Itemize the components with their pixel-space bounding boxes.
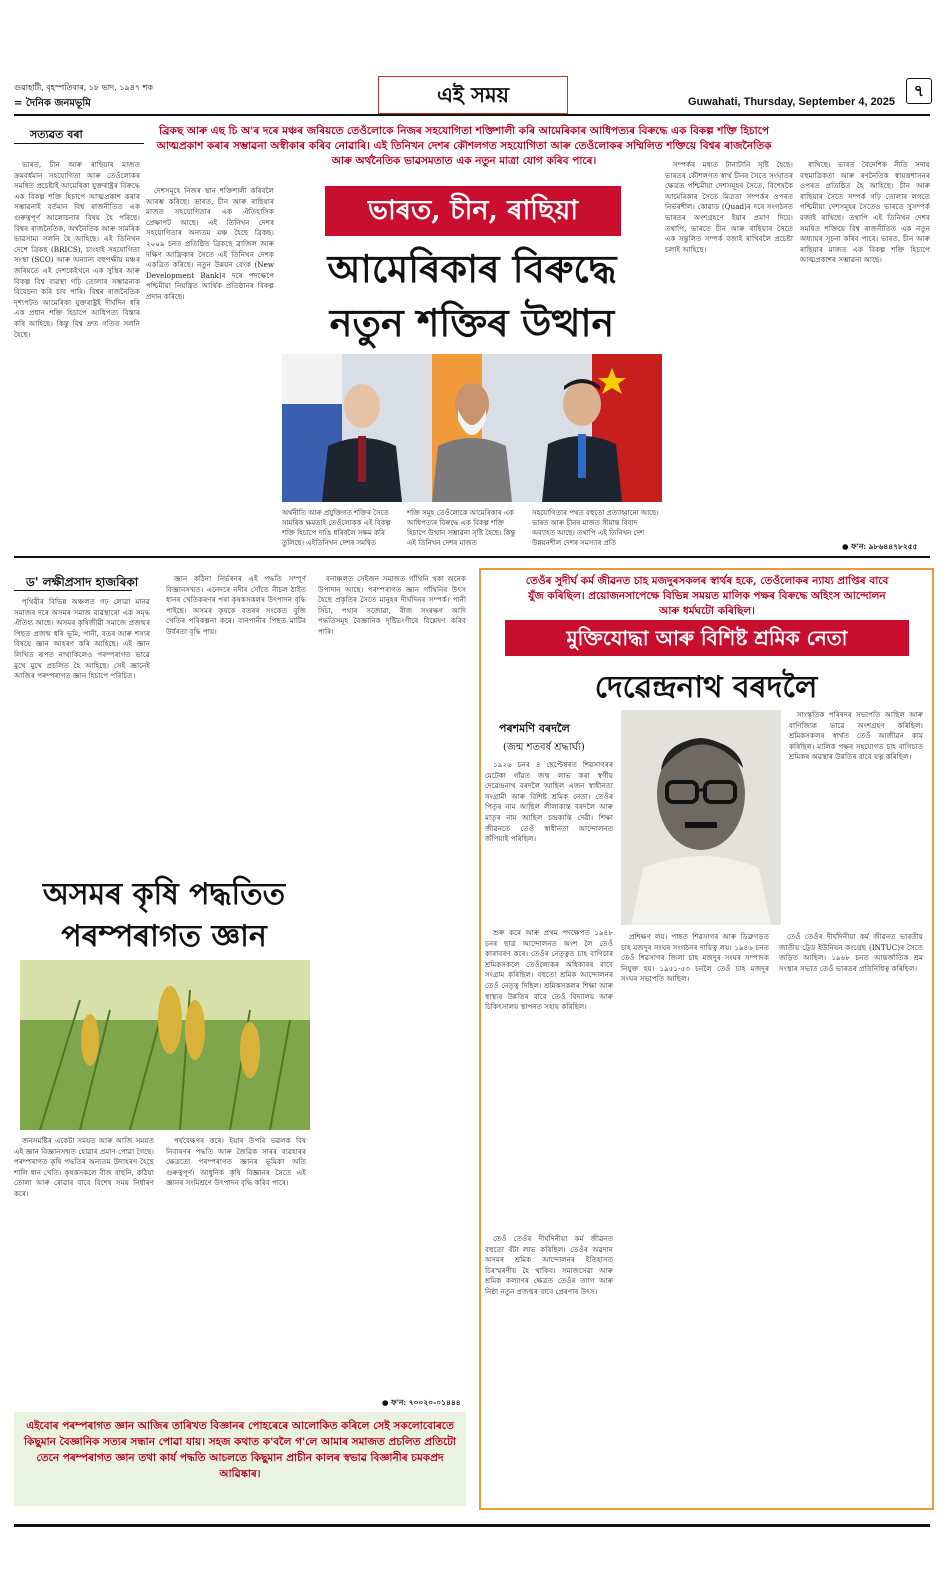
agri-col3-text: বনাঞ্চলত সেইজন সমাজত গাঁথিনি থকা অনেক উপাদান আছে। পৰম্পৰাগত জ্ঞান গাঁথিনিৰ উৎস হৈছে প্ৰকৃতিৰ সৈতে মানুহৰ দীৰ্ঘদিনৰ সম্পৰ্ক। পানী সিঁচা, পথাৰ সজোৱা, বীজ সংৰক্ষণ আদি পদ্ধতিসমূহ বৈজ্ঞানিক দৃষ্টিভংগীৰে বিশ্লেষণ কৰিব পাৰি। — [318, 574, 466, 636]
header-left-date: গুৱাহাটী, বৃহস্পতিবাৰ, ১৮ ভাদ, ১৯৪৭ শক — [14, 83, 153, 92]
leaders-photo — [282, 354, 662, 502]
tribute-col2 — [789, 710, 923, 924]
agri-lower-col2-text: পৰ্যবেক্ষণৰ কৰে। ইয়াৰ উপৰি ভৱলক বিষ নিবাৰণৰ পদ্ধতি আৰু জৈৱিক সাৰৰ ব্যৱহাৰৰ ক্ষেত্ৰতো পৰম্পৰাগত জ্ঞানৰ ভূমিকা অতি গুৰুত্বপূৰ্ণ। আধুনিক কৃষি বিজ্ঞানৰ সৈতে এই জ্ঞানৰ সংমিশ্ৰণে উৎপাদন বৃদ্ধি কৰিব পাৰে। — [166, 1136, 306, 1188]
tribute-col3-text: প্ৰশিক্ষণ লয়। পাছত শিৱসাগৰ আৰু ডিব্ৰুগড়ত চাহ মজদুৰ সংঘৰ সংগঠনৰ দায়িত্ব লয়। ১৯৪৬ চনত তেওঁ শিৱসাগৰ জিলা চাহ মজদুৰ সংঘৰ সম্পাদক নিযুক্ত হয়। ১৯৫১-৫৩ চনলৈ তেওঁ চাহ মজদুৰ সংঘৰ সভাপতি আছিল। — [621, 932, 769, 984]
top-story-contact: ● ফ'ন: ৯৮৬৪৪৭৮২৫৫ — [842, 542, 918, 551]
tribute-kicker: তেওঁৰ সুদীৰ্ঘ কৰ্ম জীৱনত চাহ মজদুৰসকলৰ স্বাৰ্থৰ হকে, তেওঁলোকৰ ন্যায্য প্ৰাপ্তিৰ বাবে যুঁজ কৰিছিল। প্ৰয়োজনসাপেক্ষে বিভিন্ন সময়ত মালিক পক্ষৰ বিৰুদ্ধে অহিংস আন্দোলন আৰু ধৰ্মঘটো কৰিছিল। — [525, 575, 889, 617]
agri-col2 — [166, 574, 306, 849]
tribute-headline: দেৱেন্দ্ৰনাথ বৰদলৈ — [594, 670, 818, 705]
tribute-col6 — [485, 1234, 613, 1492]
top-col2-text: দেশসমূহে নিজৰ স্থান শক্তিশালী কৰিবলৈ আৰম্ভ কৰিছে। ভাৰত, চীন আৰু ৰাছিয়াৰ মাজত সহযোগিতাৰ এক ঐতিহাসিক প্ৰেক্ষাপট আছে। এই তিনিখন দেশৰ সহযোগিতাৰ অন্যতম মঞ্চ হৈছে ব্ৰিকছ। ২০০৯ চনত প্ৰতিষ্ঠিত ব্ৰিকছে ব্ৰাজিল আৰু দক্ষিণ আফ্ৰিকাৰ সৈতে এই তিনিখন দেশক একত্ৰিত কৰিছে। নতুন উন্নয়ন বেংক (New Development Bank)ৰ দৰে পদক্ষেপে পশ্চিমীয়া নিয়ন্ত্ৰিত আৰ্থিক প্ৰতিষ্ঠানৰ বিকল্প প্ৰদান কৰিছে। — [146, 186, 274, 301]
agri-headline-1: অসমৰ কৃষি পদ্ধতিত — [42, 877, 286, 912]
portrait-photo — [621, 710, 781, 925]
header-left-paper: = দৈনিক জনমভূমি — [14, 98, 91, 109]
tribute-col5-text: শুৰু কৰে আৰু প্ৰথম পদক্ষেপত ১৯৪৮ চনৰ ছাত্ৰ আন্দোলনত অংশ লৈ তেওঁ কাৰাবৰণ কৰে। তেওঁৰ নেতৃত্বত চাহ বাগিচাৰ শ্ৰমিকসকলে তেওঁলোকৰ অধিকাৰৰ বাবে সংগ্ৰাম কৰিছিল। বহুতো শ্ৰমিক আন্দোলনৰ তেওঁ নেতৃত্ব দিছিল। শ্ৰমিকসকলৰ শিক্ষা আৰু স্বাস্থ্যৰ উন্নতিৰ বাবে তেওঁ বিদ্যালয় আৰু চিকিৎসালয় স্থাপনত সহায় কৰিছিল। — [485, 928, 613, 1012]
top-col4-text: ৰাখিছে। ভাৰত বৈদেশিক নীতি সদায় বহুমাত্ৰিকতা আৰু ৰণনৈতিক স্বায়ত্তশাসনৰ ওপৰত প্ৰতিষ্ঠিত হৈ আহিছে। চীন আৰু ৰাছিয়াৰ সৈতে সম্পৰ্ক গঢ়ি তোলাৰ লগতে পশ্চিমীয়া দেশসমূহৰ সৈতেও ভাৰতে সুসম্পৰ্ক বজাই ৰাখিছে। তথাপি এই তিনিখন দেশৰ সমন্বিত শক্তিয়ে বিশ্ব ৰাজনীতিত এক নতুন অধ্যায়ৰ সূচনা কৰিব পাৰে। ভাৰত, চীন আৰু ৰাছিয়াৰ মাজত এক বিকল্প শক্তি হিচাপে আত্মপ্ৰকাশৰ সম্ভাৱনা আছে। — [800, 160, 930, 265]
top-story-kicker: ব্ৰিকছ আৰু এছ চি অ'ৰ দৰে মঞ্চৰ জৰিয়তে তেওঁলোকে নিজৰ সহযোগিতা শক্তিশালী কৰি আমেৰিকাৰ আধিপত্যৰ বিৰুদ্ধে এক বিকল্প শক্তি হিচাপে আত্মপ্ৰকাশ কৰাৰ সম্ভাৱনা অস্বীকাৰ কৰিব নোৱাৰি। এই তিনিখন দেশৰ কৌশলগত সহযোগিতা আৰু তেওঁলোকৰ সম্মিলিত শক্তিয়ে বিশ্বৰ ৰাজনৈতিক আৰু অৰ্থনৈতিক ভাৱসমতাত এক নতুন মাত্ৰা যোগ কৰিব পাৰে। — [156, 125, 772, 167]
top-caption-1: অৰ্থনীতি আৰু প্ৰযুক্তিগত শক্তিৰ সৈতে সামৰিক ক্ষমতাই তেওঁলোকক এই বিকল্প শক্তি হিচাপে দাঙি ধৰিবলৈ সক্ষম কৰি তুলিছে। এইতিনিখন দেশৰ সমন্বিত — [282, 509, 391, 547]
tribute-subhead: (জন্ম শতবৰ্ষ শ্ৰদ্ধাৰ্ঘ্য) — [503, 742, 585, 753]
agri-contact: ● ফ'ন: ৭০০২০-০১৪৪৪ — [382, 1398, 461, 1407]
agri-col3 — [318, 574, 466, 1394]
tribute-byline: পৰশমণি বৰদলৈ — [499, 722, 570, 735]
agri-bottom-note-box — [14, 1412, 466, 1506]
paddy-photo — [20, 960, 310, 1130]
page-number: ৭ — [906, 78, 932, 104]
agri-lower-col1-text: জনসমষ্টিৰ একেটা সময়ত আৰু আজি সময়ত এই জ্ঞান বিজ্ঞানসন্মত হোৱাৰ প্ৰমাণ পোৱা গৈছে। পৰম্পৰাগত কৃষি পদ্ধতিৰ অন্যতম উদাহৰণ হৈছে শালি ধান খেতি। কৃষকসকলে বীজ বাছনি, কঠিয়া তোলা আৰু ৰোৱাৰ বাবে বিশেষ সময় নিৰ্ধাৰণ কৰে। — [14, 1136, 154, 1198]
top-caption-3: সহযোগিতাৰ পথত বহুতো প্ৰত্যাহ্বানো আছে। ভাৰত আৰু চীনৰ মাজত সীমান্ত বিবাদ অব্যাহত আছে। তথাপি এই তিনিখন দেশ উন্নয়নশীল দেশৰ সমস্যাৰ প্ৰতি — [532, 509, 659, 547]
top-story-col3 — [665, 160, 793, 536]
header-rule — [14, 114, 930, 116]
tribute-col4-text: তেওঁ তেওঁৰ দীৰ্ঘদিনীয়া কৰ্ম জীৱনত ভাৰতীয় জাতীয় ট্ৰেড ইউনিয়ন কংগ্ৰেছ (INTUC)ৰ সৈতে জড়িত আছিল। ১৯৬৮ চনত আন্তৰ্জাতিক শ্ৰম সংস্থাৰ সভাত তেওঁ ভাৰতৰ প্ৰতিনিধিত্ব কৰিছিল। — [779, 932, 923, 973]
agri-bottom-note: এইবোৰ পৰম্পৰাগত জ্ঞান আজিৰ তাৰিখত বিজ্ঞানৰ পোহৰেৰে আলোকিত কৰিলে সেই সকলোবোৰতে কিছুমান বৈজ্ঞানিক সত্যৰ সন্ধান পোৱা যায়। সহজ কথাত ক'বলৈ গ'লে আমাৰ সমাজত প্ৰচলিত প্ৰতিটো তেনে পৰম্পৰাগত জ্ঞান তথা কাৰ্য পদ্ধতি আচলতে কিছুমান প্ৰাচীন কালৰ স্বভাৱ বিজ্ঞানীৰ চমকপ্ৰদ আৱিষ্কাৰ। — [24, 1420, 456, 1480]
agri-col1-text: পৃথিৱীৰ বিভিন্ন অঞ্চলত গঢ় লোৱা মানৱ সমাজৰ দৰে অসমৰ সমাজ ব্যৱস্থাৰো এক সমৃদ্ধ ঐতিহ্য আছে। অসমৰ কৃষিজীৱী সমাজে প্ৰজন্মৰ পিছত প্ৰজন্ম ধৰি ভূমি, পানী, বতৰ আৰু শস্যৰ বিষয়ে জ্ঞান আহৰণ কৰি আহিছে। এই জ্ঞান লিখিত ৰূপত নাথাকিলেও পৰম্পৰাগত ভাৱে মুখে মুখে প্ৰচলিত হৈ আহিছে। সেই জ্ঞানেই আজিৰ পৰম্পৰাগত জ্ঞান হিচাপে পৰিচিত। — [14, 597, 150, 681]
top-story-headline-1: আমেৰিকাৰ বিৰুদ্ধে — [327, 247, 617, 291]
agri-byline: ড' লক্ষীপ্ৰসাদ হাজৰিকা — [26, 575, 139, 589]
top-col1-text: ভাৰত, চীন আৰু ৰাছিয়াৰ মাজত ক্ৰমবৰ্ধমান সহযোগিতা আৰু তেওঁলোকৰ সমন্বিত প্ৰচেষ্টাই আমেৰিকা যুক্তৰাষ্ট্ৰৰ বিৰুদ্ধে এক বিকল্প শক্তি হিচাপে আত্মপ্ৰকাশ কৰাৰ সম্ভাৱনাই বৰ্তমান বিশ্ব ৰাজনীতিত এক গুৰুত্বপূৰ্ণ আলোচনাৰ বিষয় হৈ পৰিছে। বিশ্বৰ ৰাজনৈতিক, অৰ্থনৈতিক আৰু সামৰিক ভাৱসাম্য সলনি হৈ আহিছে। এই তিনিখন দেশে ব্ৰিকছ (BRICS), চাংহাই সহযোগিতা সংস্থা (SCO) আৰু অন্যান্য বহুপক্ষীয় মঞ্চৰ জৰিয়তে এই দেশকেইখনে এক সুস্থিৰ আৰু বিকল্প বিশ্ব ব্যৱস্থা গঢ়ি তোলাৰ সম্ভাৱনাক বিবেচনা কৰি চাব পাৰি। বিশ্বৰ ৰাজনৈতিক দৃশ্যপটত আমেৰিকা যুক্তৰাষ্ট্ৰই দীৰ্ঘদিন ধৰি এক প্ৰধান শক্তি হিচাপে আধিপত্য বিস্তাৰ কৰি আহিছে। কিন্তু বিশ্ব দ্ৰুত গতিত সলনি হৈছে। — [14, 160, 140, 339]
tribute-col6-text: তেওঁ তেওঁৰ দীৰ্ঘদিনীয়া কৰ্ম জীৱনত বহুতো বঁটা লাভ কৰিছিল। তেওঁৰ অৱদান অসমৰ শ্ৰমিক আন্দোলনৰ ইতিহাসত চিৰস্মৰণীয় হৈ থাকিব। সমাজসেৱা আৰু শ্ৰমিক কল্যাণৰ ক্ষেত্ৰত তেওঁৰ ত্যাগ আৰু নিষ্ঠা নতুন প্ৰজন্মৰ বাবে প্ৰেৰণাৰ উৎস। — [485, 1234, 613, 1296]
top-col3-text: সম্পৰ্কৰ মধ্যত টানাটানি সৃষ্টি হৈছে। ভাৰতৰ কৌশলগত স্বাৰ্থ চীনৰ সৈতে সংঘাতৰ ক্ষেত্ৰত পশ্চিমীয়া দেশসমূহৰ সৈতে, বিশেষকৈ আমেৰিকাৰ সৈতে মিত্ৰতা সম্পৰ্কৰ ওপৰত নিৰ্ভৰশীল। কোৱাড (Quad)ৰ দৰে সংগঠনত ভাৰতৰ অংশগ্ৰহণে ইয়াৰ প্ৰমাণ দিয়ে। তথাপি, ভাৰতে চীন আৰু ৰাছিয়াৰ সৈতে এক সন্তুলিত সম্পৰ্ক বজাই ৰাখিবলৈ প্ৰচেষ্টা চলাই আহিছে। — [665, 160, 793, 254]
agri-byline-rule — [14, 590, 132, 591]
agri-lower-col1 — [14, 1136, 154, 1402]
footer-rule — [14, 1524, 930, 1527]
top-story-col4 — [800, 160, 930, 536]
top-story-col1 — [14, 160, 140, 550]
tribute-box — [479, 568, 934, 1510]
agri-lower-col2 — [166, 1136, 306, 1402]
agri-headline-2: পৰম্পৰাগত জ্ঞান — [61, 919, 267, 954]
header-right-date: Guwahati, Thursday, September 4, 2025 — [688, 96, 896, 108]
agri-col1 — [14, 597, 150, 849]
top-story-banner: ভাৰত, চীন, ৰাছিয়া — [325, 186, 621, 236]
agri-col2-text: জ্ঞান কঠিনা নিৰ্ভৰনৰ এই পদ্ধতি সম্পূৰ্ণ বিজ্ঞানসম্মত। এনেদৰে নদীৰ সোঁতে নীচল ঠাইত ধানৰ খেতিকৰণৰ পৰা কৃষকসকলৰ উৎপাদন বৃদ্ধি পাইছে। অসমৰ কৃষকে বতৰৰ সংকেত বুজি খেতিৰ পৰিকল্পনা কৰে। বানপানীৰ পিছত মাটিৰ উৰ্বৰতা বৃদ্ধি পায়। — [166, 574, 306, 636]
section-title: এই সময় — [378, 76, 568, 114]
tribute-banner: মুক্তিযোদ্ধা আৰু বিশিষ্ট শ্ৰমিক নেতা — [505, 620, 909, 656]
mid-rule — [14, 556, 930, 558]
tribute-col3 — [621, 932, 769, 1492]
tribute-col1 — [485, 760, 613, 920]
top-story-byline: সত্যৱত বৰা — [30, 128, 83, 141]
top-story-col2 — [146, 186, 274, 550]
top-caption-2: শক্তি সমূহ তেওঁলোকে আমেৰিকাৰ এক আধিপত্যৰ বিৰুদ্ধে এক বিকল্প শক্তি হিচাপে উত্থান সম্ভাৱনা সৃষ্টি হৈছে। কিন্তু এই তিনিখন দেশৰ মাজত — [407, 509, 516, 547]
tribute-col2-text: সাংস্কৃতিক পৰিষদৰ সভাপতি আছিল আৰু বাণিজ্যিক ভাৱে অংশগ্ৰহণ কৰিছিল। শ্ৰমিকসকলৰ স্বাৰ্থত তেওঁ আজীৱন কাম কৰিছিল। মালিক পক্ষৰ সহযোগত চাহ বাগিচাত শ্ৰমিকৰ অৱস্থাৰ উন্নতিৰ বাবে যত্ন কৰিছিল। — [789, 710, 923, 762]
tribute-col4 — [779, 932, 923, 1492]
tribute-col5 — [485, 928, 613, 1228]
top-story-headline-2: নতুন শক্তিৰ উত্থান — [329, 301, 615, 345]
byline-rule — [14, 143, 144, 144]
tribute-col1-text: ১৯২৬ চনৰ ৪ ছেপ্টেম্বৰত শিৱসাগৰৰ মেটেকা গাঁৱত জন্ম লাভ কৰা স্বৰ্গীয় দেৱেন্দ্ৰনাথ বৰদলৈ আছিল এজন স্বাধীনতা সংগ্ৰামী আৰু বিশিষ্ট শ্ৰমিক নেতা। তেওঁৰ পিতৃৰ নাম আছিল লীলাকান্ত বৰদলৈ আৰু মাতৃৰ নাম আছিল চন্দ্ৰকান্তি দেৱী। শিক্ষা জীৱনতে তেওঁ স্বাধীনতা আন্দোলনত জঁপিয়াই পৰিছিল। — [485, 760, 613, 844]
